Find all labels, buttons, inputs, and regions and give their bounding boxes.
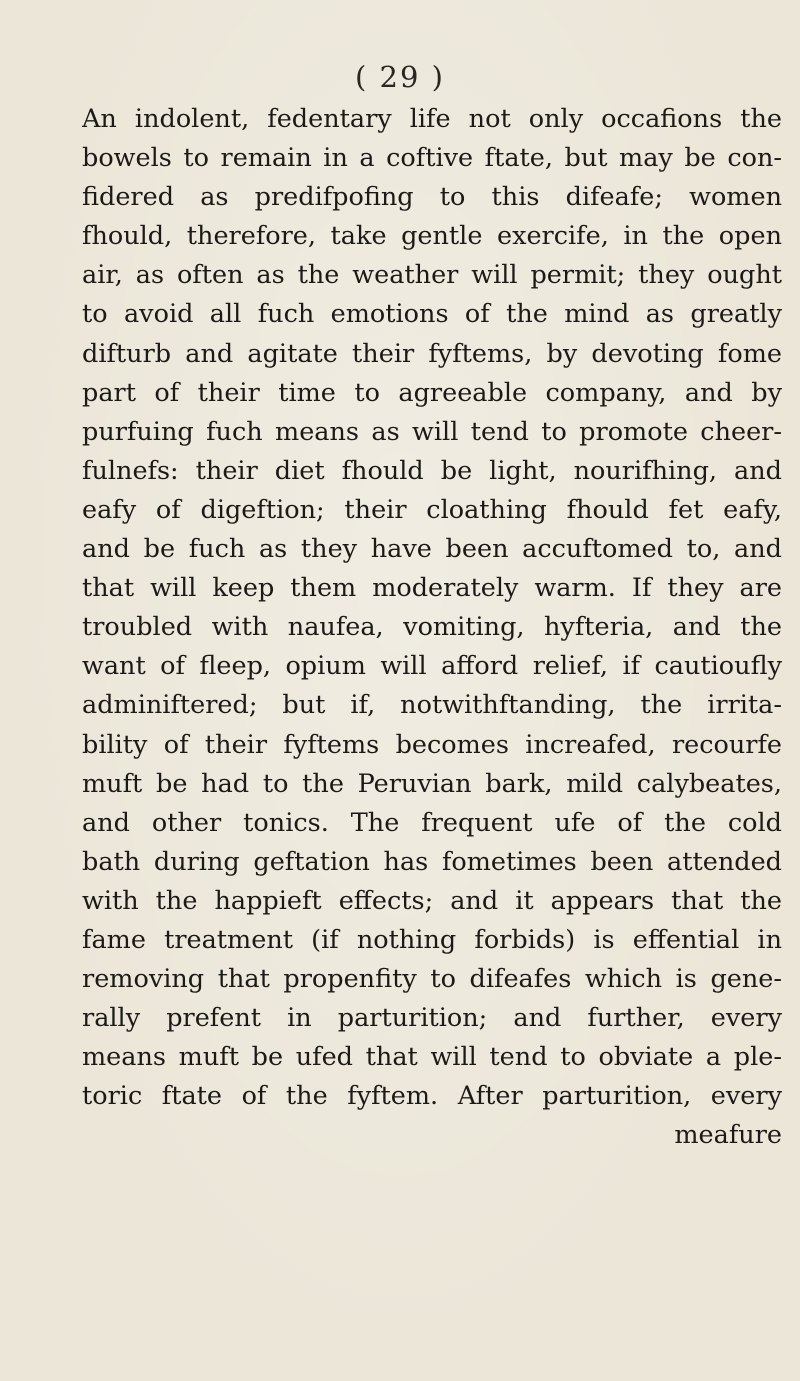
text-line: troubled with naufea, vomiting, hyfteria, and the (82, 612, 782, 643)
text-line: air, as often as the weather will permit; they ought (82, 260, 782, 291)
page-number: ( 29 ) (355, 60, 445, 94)
text-line: fidered as predifpofing to this difeafe; women (82, 182, 782, 213)
text-line: to avoid all fuch emotions of the mind as greatly (82, 299, 782, 330)
text-line: bility of their fyftems becomes increafed, recourfe (82, 729, 782, 760)
text-line: and other tonics. The frequent ufe of the cold (82, 807, 782, 838)
text-line: removing that propenfity to difeafes which is gene- (82, 964, 782, 995)
text-line: rally prefent in parturition; and further, every (82, 1003, 782, 1034)
text-line: muft be had to the Peruvian bark, mild calybeates, (82, 768, 782, 799)
text-line: adminiftered; but if, notwithftanding, the irrita- (82, 690, 782, 721)
text-line: fame treatment (if nothing forbids) is effential in (82, 924, 782, 955)
text-line: difturb and agitate their fyftems, by devoting fome (82, 338, 782, 369)
text-line: part of their time to agreeable company, and by (82, 377, 782, 408)
text-line: want of fleep, opium will afford relief, if cautioufly (82, 651, 782, 682)
body-paragraph (82, 100, 782, 1156)
text-line: An indolent, fedentary life not only occafions the (82, 104, 782, 134)
text-line: bath during geftation has fometimes been attended (82, 846, 782, 877)
text-line: means muft be ufed that will tend to obviate a ple- (82, 1042, 782, 1073)
text-line: with the happieft effects; and it appears that the (82, 885, 782, 916)
text-line: bowels to remain in a coftive ftate, but may be con- (82, 143, 782, 174)
text-line: fhould, therefore, take gentle exercife, in the open (82, 221, 782, 252)
text-line: purfuing fuch means as will tend to promote cheer- (82, 416, 782, 447)
text-line: that will keep them moderately warm. If they are (82, 573, 782, 604)
catchword: meafure (674, 1120, 782, 1151)
text-line: fulnefs: their diet fhould be light, nourifhing, and (82, 455, 782, 486)
text-line: and be fuch as they have been accuftomed to, and (82, 534, 782, 565)
text-line: eafy of digeftion; their cloathing fhould fet eafy, (82, 494, 782, 525)
text-line: toric ftate of the fyftem. After parturition, every (82, 1081, 782, 1112)
